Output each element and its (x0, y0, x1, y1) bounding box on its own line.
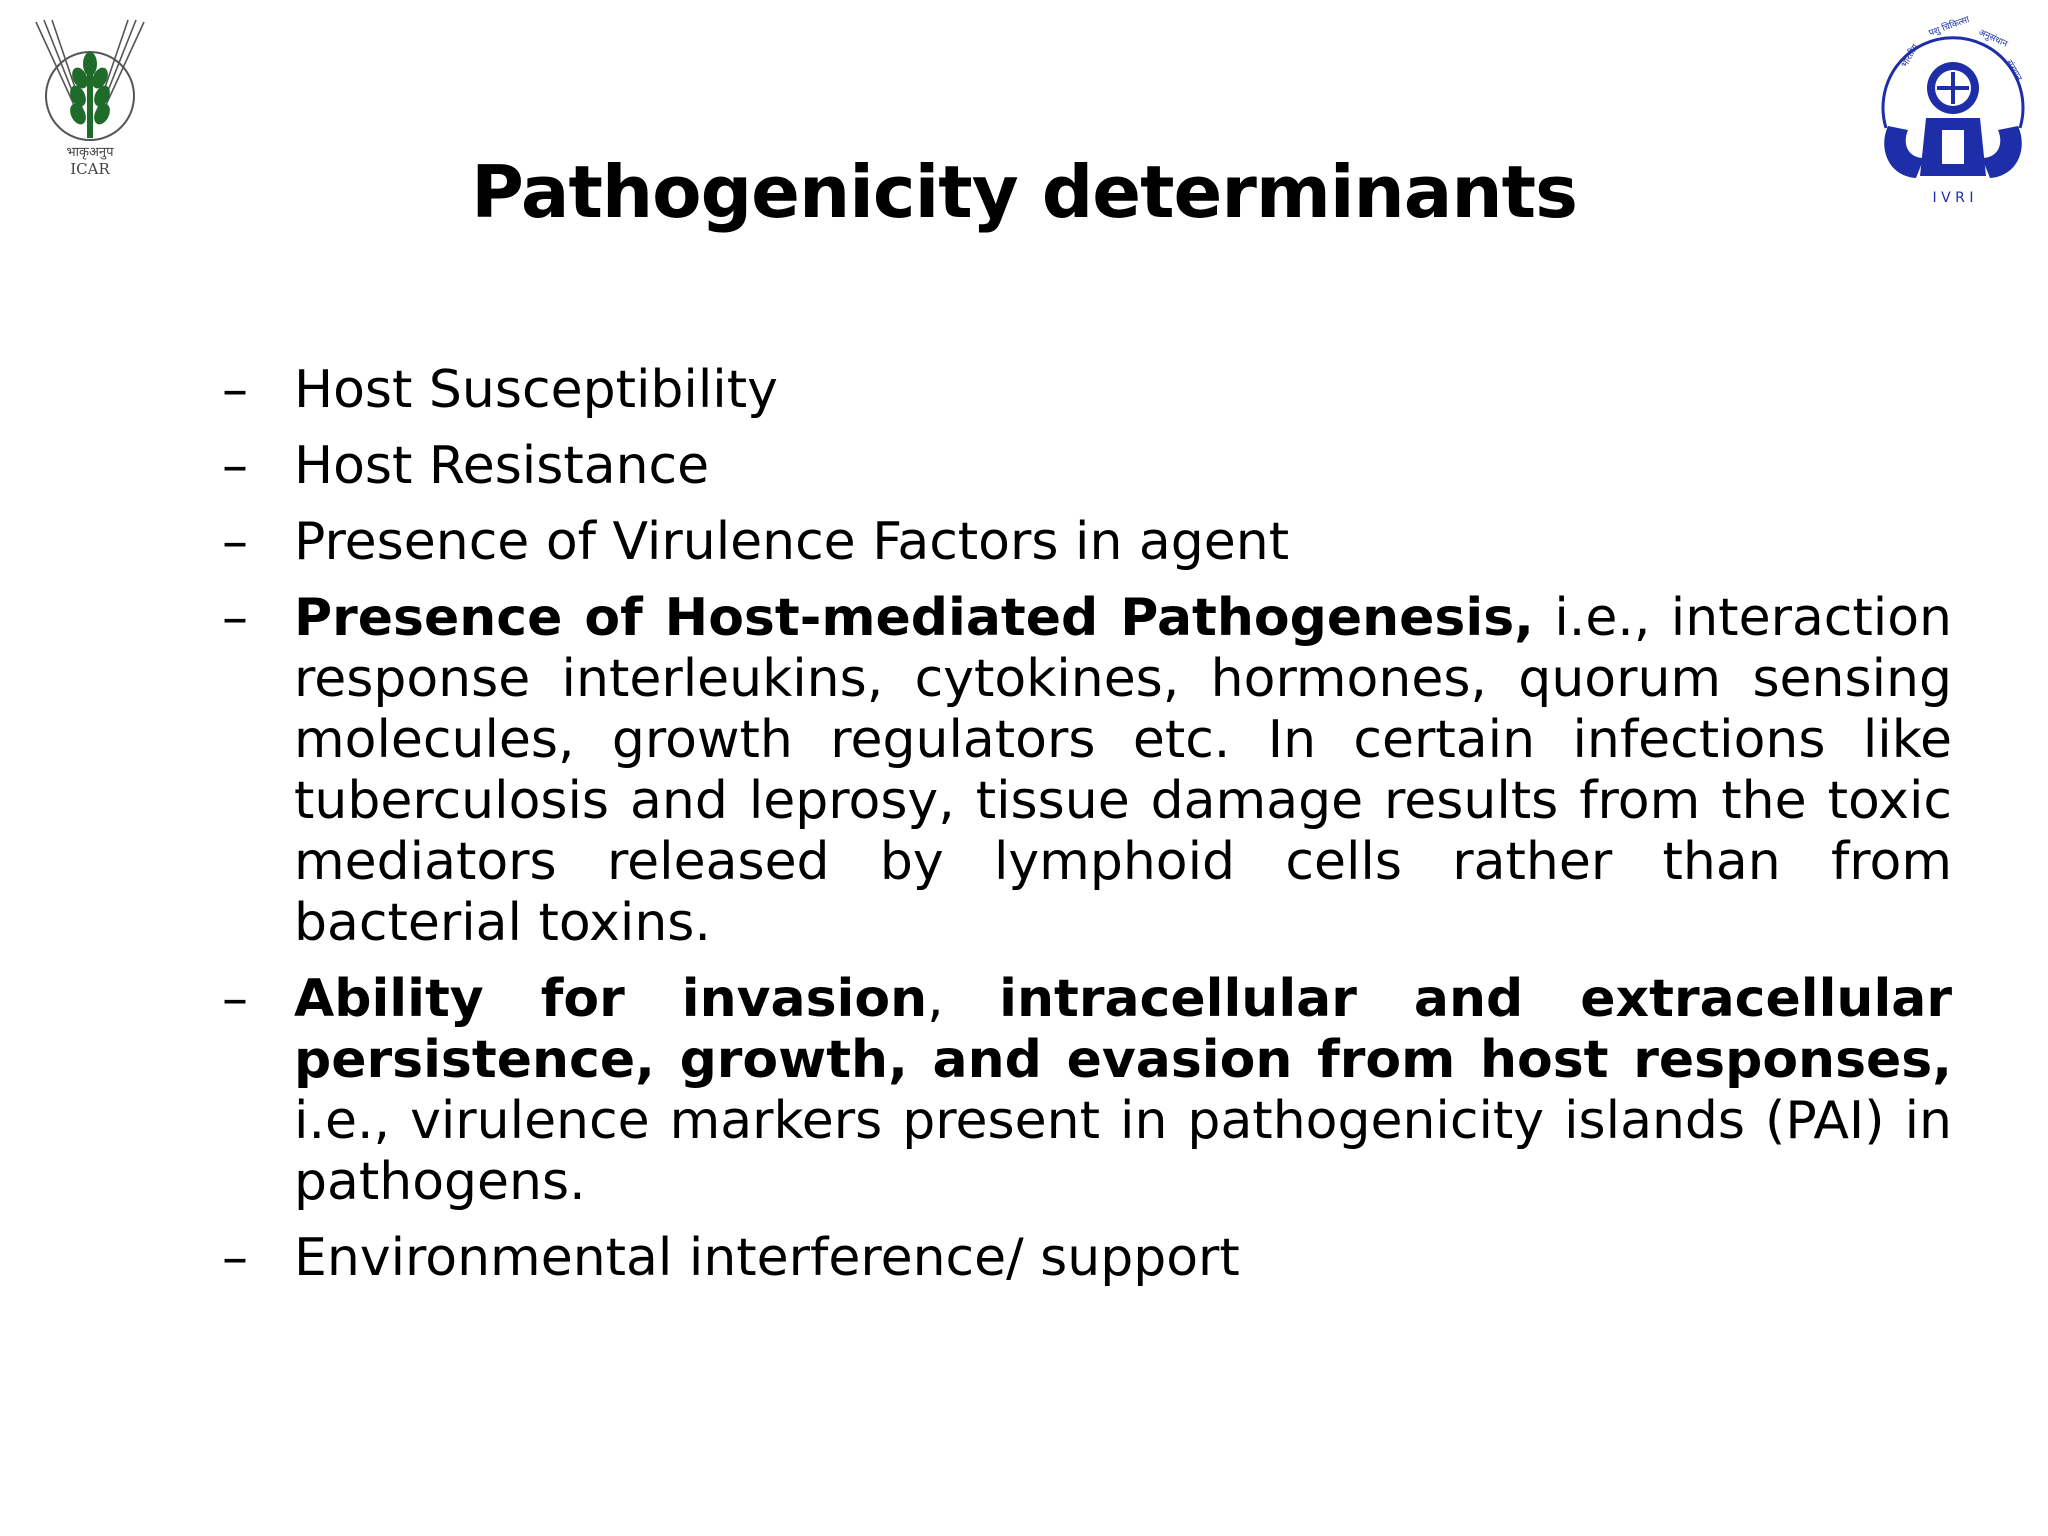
list-item (222, 360, 1952, 421)
bullet-separator-text: , (927, 969, 1000, 1029)
list-item (222, 588, 1952, 954)
bullet-text (294, 969, 1952, 1213)
dash-bullet-icon: – (222, 360, 248, 420)
dash-bullet-icon: – (222, 969, 248, 1029)
slide-title: Pathogenicity determinants (471, 150, 1577, 234)
list-item (222, 969, 1952, 1213)
svg-text:अनुसंधान: अनुसंधान (1976, 27, 2009, 50)
list-item (222, 512, 1952, 573)
list-item (222, 1228, 1952, 1289)
svg-text:संस्थान: संस्थान (2003, 58, 2024, 83)
icar-hindi-caption: भाकृअनुप (66, 145, 114, 160)
bullet-bold-text: Presence of Host-mediated Pathogenesis, (294, 588, 1534, 648)
bullet-text: Environmental interference/ support (294, 1228, 1240, 1288)
dash-bullet-icon: – (222, 588, 248, 648)
ivri-caption: I V R I (1932, 190, 1974, 206)
bullet-text: Host Susceptibility (294, 360, 778, 420)
dash-bullet-icon: – (222, 1228, 248, 1288)
bullet-list (222, 360, 1952, 1304)
dash-bullet-icon: – (222, 436, 248, 496)
bullet-text: Presence of Virulence Factors in agent (294, 512, 1290, 572)
dash-bullet-icon: – (222, 512, 248, 572)
bullet-text (294, 588, 1952, 954)
bullet-body-text: i.e., interaction response interleukins, cytokines, hormones, quorum sensing molecules, growth regulators etc. In certain infections like tuberculosis and leprosy, tissue damage results from the toxic mediators released by lymphoid cells rather than from bacterial toxins. (294, 588, 1953, 953)
icar-caption: ICAR (70, 160, 110, 178)
bullet-body-text: i.e., virulence markers present in pathogenicity islands (PAI) in pathogens. (294, 1091, 1952, 1212)
svg-text:पशु चिकित्सा: पशु चिकित्सा (1927, 14, 1971, 39)
bullet-bold-text-2: intracellular and extracellular persistence, growth, and evasion from host responses, (294, 969, 1953, 1090)
bullet-bold-text: Ability for invasion (294, 969, 928, 1029)
bullet-text: Host Resistance (294, 436, 710, 496)
list-item (222, 436, 1952, 497)
svg-text:भारतीय: भारतीय (1899, 42, 1922, 70)
